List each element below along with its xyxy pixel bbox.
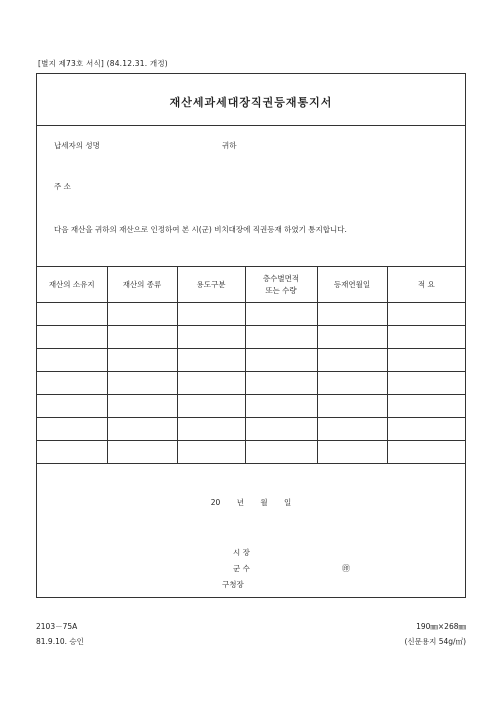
signatory-county: 군 수 <box>233 564 250 573</box>
table-row <box>37 441 465 464</box>
taxpayer-name-label: 납세자의 성명 <box>54 141 100 150</box>
signatory-mayor: 시 장 <box>233 548 250 557</box>
table-cell <box>37 372 107 395</box>
table-cell <box>107 326 177 349</box>
table-cell <box>107 418 177 441</box>
col-remarks: 적 요 <box>387 267 465 303</box>
table-cell <box>37 303 107 326</box>
table-cell <box>317 441 387 464</box>
table-cell <box>387 418 465 441</box>
table-row <box>37 349 465 372</box>
table-cell <box>387 441 465 464</box>
table-cell <box>107 395 177 418</box>
table-cell <box>107 303 177 326</box>
date-line: 20 년 월 일 <box>210 498 292 507</box>
table-cell <box>245 303 317 326</box>
property-table <box>37 266 465 464</box>
table-cell <box>177 303 245 326</box>
table-cell <box>317 303 387 326</box>
col-area-quantity <box>245 267 317 303</box>
table-cell <box>37 349 107 372</box>
col-property-type: 재산의 종류 <box>107 267 177 303</box>
footer-form-code: 2103－75A <box>36 622 78 631</box>
table-cell <box>387 326 465 349</box>
table-cell <box>245 372 317 395</box>
honorific-label: 귀하 <box>222 141 237 150</box>
notice-form <box>36 73 466 598</box>
table-cell <box>317 372 387 395</box>
table-cell <box>177 441 245 464</box>
form-number-header: [별지 제73호 서식] (84.12.31. 개정) <box>38 59 168 68</box>
table-cell <box>37 418 107 441</box>
table-cell <box>177 326 245 349</box>
col-owner-location: 재산의 소유지 <box>37 267 107 303</box>
table-cell <box>317 326 387 349</box>
table-header-row <box>37 267 465 303</box>
table-cell <box>107 372 177 395</box>
address-label: 주 소 <box>54 182 71 191</box>
footer-paper-type: (신문용지 54g/㎡) <box>404 637 466 646</box>
table-cell <box>245 349 317 372</box>
table-cell <box>107 441 177 464</box>
notice-sentence: 다음 재산을 귀하의 재산으로 인정하여 본 시(군) 비치대장에 직권등재 하였기 통지합니다. <box>54 225 347 234</box>
table-row <box>37 326 465 349</box>
table-cell <box>387 303 465 326</box>
signatory-district: 구청장 <box>222 580 244 589</box>
col-area-line1: 층수별면적 <box>262 273 300 283</box>
table-cell <box>245 395 317 418</box>
table-cell <box>245 326 317 349</box>
col-area-line2: 또는 수량 <box>265 285 297 295</box>
col-registration-date: 등재연월일 <box>317 267 387 303</box>
title-divider <box>37 125 465 126</box>
table-cell <box>37 326 107 349</box>
table-cell <box>37 441 107 464</box>
table-cell <box>177 395 245 418</box>
table-cell <box>387 395 465 418</box>
table-cell <box>177 372 245 395</box>
table-cell <box>317 418 387 441</box>
table-cell <box>177 349 245 372</box>
table-cell <box>37 395 107 418</box>
table-cell <box>317 395 387 418</box>
table-cell <box>177 418 245 441</box>
table-cell <box>317 349 387 372</box>
table-cell <box>245 441 317 464</box>
footer-paper-size: 190㎜×268㎜ <box>416 622 466 631</box>
table-row <box>37 418 465 441</box>
table-row <box>37 372 465 395</box>
table-cell <box>387 372 465 395</box>
table-cell <box>107 349 177 372</box>
footer-approval-date: 81.9.10. 승인 <box>36 637 84 646</box>
table-row <box>37 303 465 326</box>
table-row <box>37 395 465 418</box>
table-cell <box>245 418 317 441</box>
seal-mark: ㊞ <box>342 564 350 573</box>
col-usage: 용도구분 <box>177 267 245 303</box>
table-cell <box>387 349 465 372</box>
form-title: 재산세과세대장직권등재통지서 <box>169 96 333 109</box>
